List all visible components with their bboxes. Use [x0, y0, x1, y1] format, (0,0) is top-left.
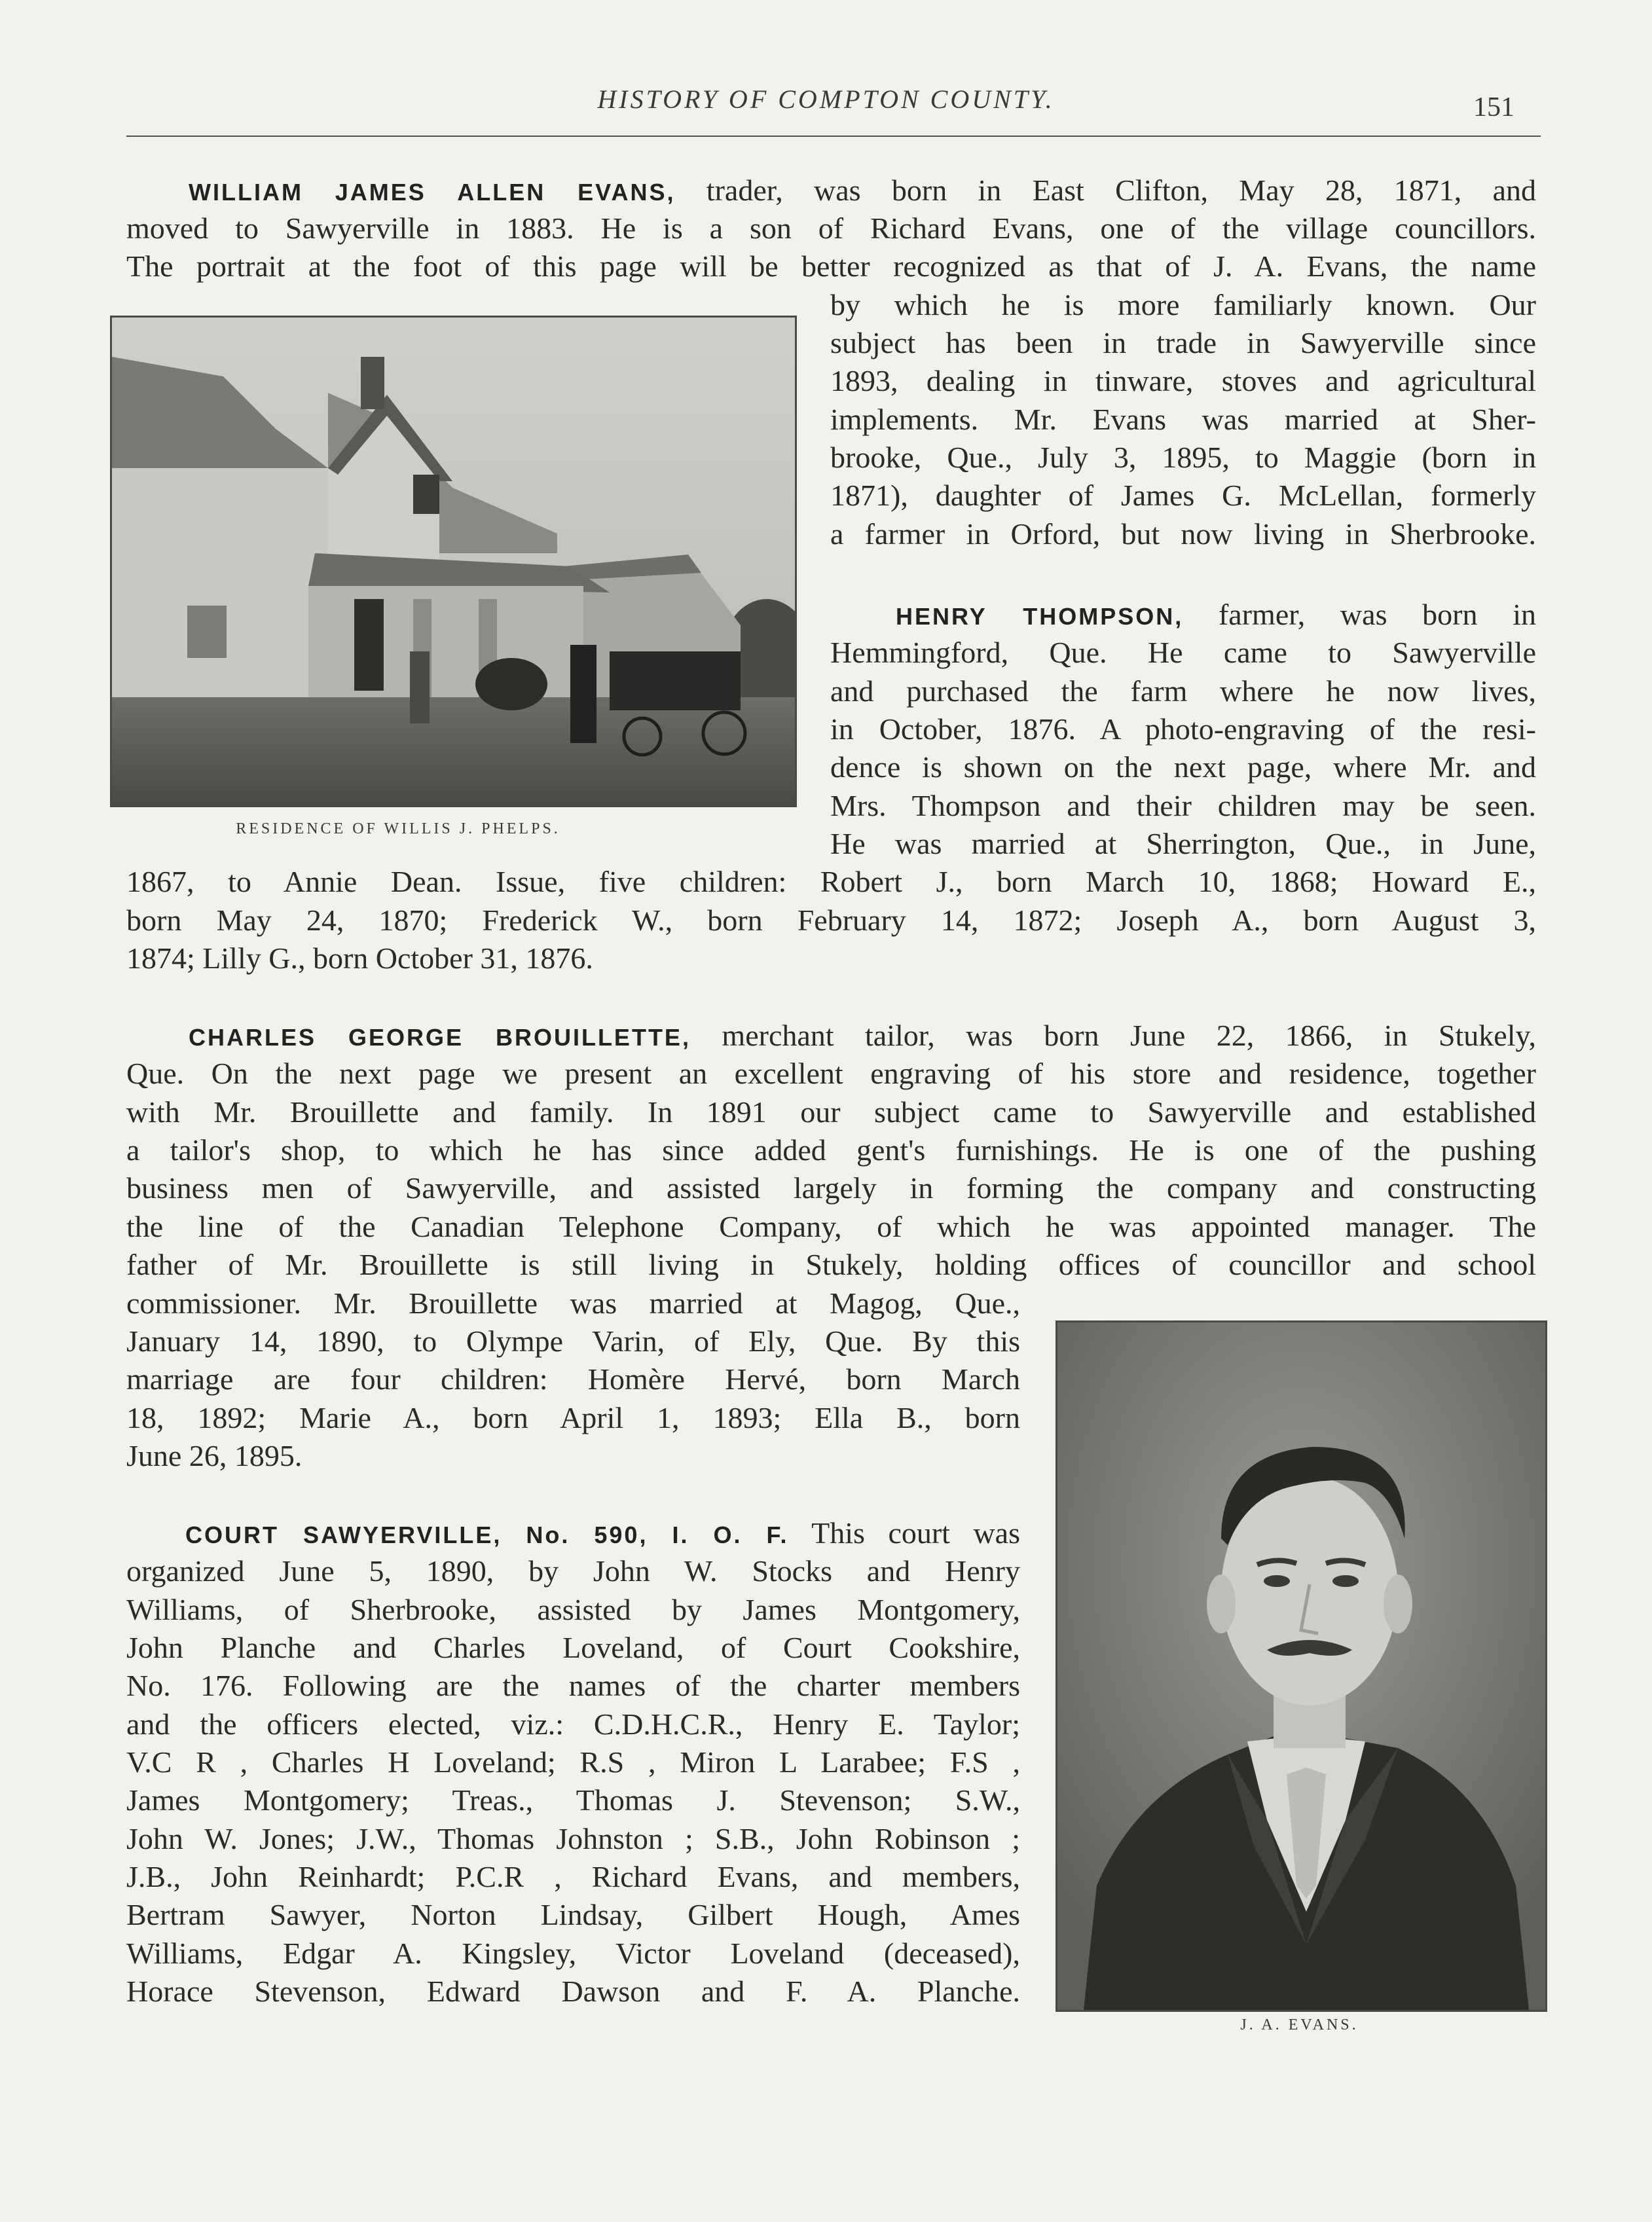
court-line-7: V.C R , Charles H Loveland; R.S , Miron L Larabee; F.S , [126, 1745, 1020, 1779]
brouillette-line-1: CHARLES GEORGE BROUILLETTE, merchant tailor, was born June 22, 1866, in Stukely, [189, 1019, 1536, 1052]
residence-caption: RESIDENCE OF WILLIS J. PHELPS. [236, 820, 560, 837]
court-line-5: No. 176. Following are the names of the charter members [126, 1669, 1020, 1702]
brouillette-line-11: 18, 1892; Marie A., born April 1, 1893; Ella B., born [126, 1401, 1020, 1434]
portrait-caption: J. A. EVANS. [1240, 2016, 1359, 2033]
header-rule [126, 136, 1541, 137]
running-header-title: HISTORY OF COMPTON COUNTY. [597, 84, 1055, 114]
residence-photo [110, 316, 797, 807]
brouillette-line-5: business men of Sawyerville, and assisted largely in forming the company and constructing [126, 1171, 1536, 1205]
portrait-illustration [1057, 1322, 1545, 2010]
court-line-12: Williams, Edgar A. Kingsley, Victor Loveland (deceased), [126, 1937, 1020, 1970]
court-name: COURT SAWYERVILLE, No. 590, I. O. F. [185, 1521, 789, 1548]
evans-line-1: WILLIAM JAMES ALLEN EVANS, trader, was born in East Clifton, May 28, 1871, and [189, 173, 1537, 207]
evans-line-6: 1893, dealing in tinware, stoves and agricultural [830, 364, 1536, 397]
thompson-line-5: dence is shown on the next page, where Mr. and [830, 750, 1536, 784]
thompson-line-8: 1867, to Annie Dean. Issue, five children: Robert J., born March 10, 1868; Howard E., [126, 865, 1536, 898]
thompson-name: HENRY THOMPSON, [896, 603, 1184, 630]
evans-line-3: The portrait at the foot of this page will be better recognized as that of J. A. Evans, the name [126, 249, 1536, 283]
evans-line-9: 1871), daughter of James G. McLellan, formerly [830, 479, 1536, 512]
court-line-10: J.B., John Reinhardt; P.C.R , Richard Evans, and members, [126, 1860, 1020, 1893]
evans-line-8: brooke, Que., July 3, 1895, to Maggie (born in [830, 441, 1536, 474]
evans-line-7: implements. Mr. Evans was married at Sher- [830, 403, 1536, 436]
court-line-2: organized June 5, 1890, by John W. Stocks and Henry [126, 1554, 1020, 1588]
thompson-line-7: He was married at Sherrington, Que., in June, [830, 827, 1536, 860]
brouillette-name: CHARLES GEORGE BROUILLETTE, [189, 1024, 691, 1051]
court-line-3: Williams, of Sherbrooke, assisted by James Montgomery, [126, 1593, 1020, 1626]
brouillette-line-4: a tailor's shop, to which he has since added gent's furnishings. He is one of the pushing [126, 1133, 1536, 1167]
brouillette-line-2: Que. On the next page we present an excellent engraving of his store and residence, together [126, 1057, 1536, 1090]
court-line-6: and the officers elected, viz.: C.D.H.C.R., Henry E. Taylor; [126, 1707, 1020, 1741]
evans-line-4: by which he is more familiarly known. Our [830, 288, 1536, 321]
court-line-8: James Montgomery; Treas., Thomas J. Stevenson; S.W., [126, 1783, 1020, 1817]
brouillette-line-3: with Mr. Brouillette and family. In 1891 our subject came to Sawyerville and established [126, 1095, 1536, 1129]
thompson-line-10: 1874; Lilly G., born October 31, 1876. [126, 941, 593, 975]
evans-name: WILLIAM JAMES ALLEN EVANS, [189, 179, 676, 206]
court-line-11: Bertram Sawyer, Norton Lindsay, Gilbert Hough, Ames [126, 1898, 1020, 1931]
brouillette-line-9: January 14, 1890, to Olympe Varin, of Ely, Que. By this [126, 1324, 1020, 1358]
page-number: 151 [1473, 92, 1514, 122]
brouillette-line-6: the line of the Canadian Telephone Company, of which he was appointed manager. The [126, 1210, 1536, 1243]
court-line-1: COURT SAWYERVILLE, No. 590, I. O. F. This court was [185, 1516, 1020, 1550]
thompson-line-2: Hemmingford, Que. He came to Sawyerville [830, 636, 1536, 669]
court-line-13: Horace Stevenson, Edward Dawson and F. A. Planche. [126, 1975, 1020, 2008]
portrait-photo [1055, 1320, 1547, 2012]
residence-illustration [112, 318, 795, 805]
thompson-line-6: Mrs. Thompson and their children may be seen. [830, 789, 1536, 822]
brouillette-line-12: June 26, 1895. [126, 1439, 303, 1472]
thompson-line-3: and purchased the farm where he now lives, [830, 674, 1536, 708]
brouillette-line-8: commissioner. Mr. Brouillette was married at Magog, Que., [126, 1286, 1020, 1320]
brouillette-line-10: marriage are four children: Homère Hervé, born March [126, 1362, 1020, 1396]
thompson-line-1: HENRY THOMPSON, farmer, was born in [896, 598, 1536, 631]
evans-line-2: moved to Sawyerville in 1883. He is a son of Richard Evans, one of the village councillors. [126, 211, 1536, 245]
brouillette-line-7: father of Mr. Brouillette is still living in Stukely, holding offices of councillor and school [126, 1248, 1536, 1281]
court-line-9: John W. Jones; J.W., Thomas Johnston ; S.B., John Robinson ; [126, 1822, 1020, 1855]
evans-line-10: a farmer in Orford, but now living in Sherbrooke. [830, 517, 1536, 551]
evans-line-5: subject has been in trade in Sawyerville since [830, 326, 1536, 359]
thompson-line-9: born May 24, 1870; Frederick W., born February 14, 1872; Joseph A., born August 3, [126, 903, 1536, 937]
thompson-line-4: in October, 1876. A photo-engraving of the resi- [830, 712, 1536, 746]
court-line-4: John Planche and Charles Loveland, of Court Cookshire, [126, 1631, 1020, 1664]
